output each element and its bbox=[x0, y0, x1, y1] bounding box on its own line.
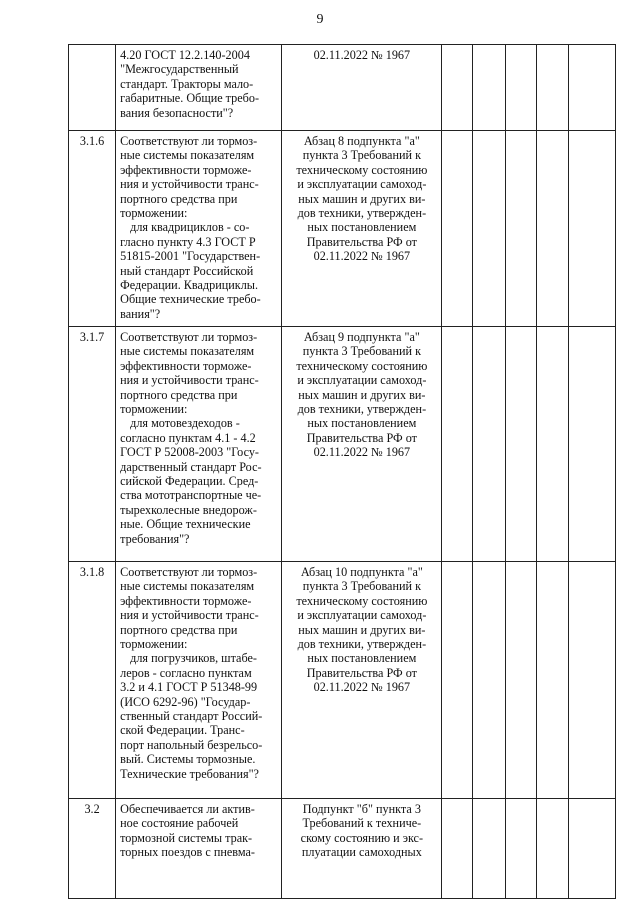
empty-answer-cell bbox=[473, 327, 505, 562]
question-line: требования"? bbox=[120, 531, 190, 546]
reference-line: техническому состоянию bbox=[296, 162, 428, 177]
reference-line: дов техники, утвержден- bbox=[297, 402, 427, 417]
question-line: стандарт. Тракторы мало- bbox=[120, 76, 254, 91]
table-row bbox=[69, 131, 616, 327]
question-line: ственный стандарт Россий- bbox=[120, 709, 263, 724]
empty-answer-cell bbox=[568, 562, 615, 799]
reference-line: Абзац 9 подпункта "а" bbox=[303, 330, 420, 344]
reference-line: дов техники, утвержден- bbox=[297, 637, 427, 652]
reference-line: скому состоянию и экс- bbox=[300, 830, 424, 845]
reference-line: и эксплуатации самоход- bbox=[297, 373, 427, 388]
row-number: 3.1.8 bbox=[69, 562, 116, 799]
table-row bbox=[69, 327, 616, 562]
question-line: порт напольный безрельсо- bbox=[120, 737, 263, 752]
question-line: габаритные. Общие требо- bbox=[120, 91, 260, 106]
question-line: Федерации. Квадрициклы. bbox=[120, 278, 259, 293]
question-line: вания безопасности"? bbox=[120, 105, 234, 120]
question-line: эффективности торможе- bbox=[120, 358, 252, 373]
question-cell bbox=[116, 131, 282, 327]
question-line: эффективности торможе- bbox=[120, 162, 252, 177]
empty-answer-cell bbox=[568, 327, 615, 562]
reference-line: Подпункт "б" пункта 3 bbox=[302, 802, 421, 816]
row-number: 3.2 bbox=[69, 799, 116, 899]
question-line: торных поездов с пневма- bbox=[120, 845, 255, 860]
question-cell bbox=[116, 799, 282, 899]
question-line: ные системы показателям bbox=[120, 579, 255, 594]
empty-answer-cell bbox=[568, 131, 615, 327]
empty-answer-cell bbox=[473, 131, 505, 327]
empty-answer-cell bbox=[568, 45, 615, 131]
table-row bbox=[69, 45, 616, 131]
empty-answer-cell bbox=[442, 562, 473, 799]
reference-line: 02.11.2022 № 1967 bbox=[313, 48, 411, 62]
reference-line: техническому состоянию bbox=[296, 358, 428, 373]
reference-line: 02.11.2022 № 1967 bbox=[313, 249, 411, 264]
question-line: сийской Федерации. Сред- bbox=[120, 474, 259, 489]
reference-line: Правительства РФ от bbox=[306, 665, 417, 680]
reference-line: пункта 3 Требований к bbox=[302, 579, 421, 594]
question-cell bbox=[116, 327, 282, 562]
question-line: дарственный стандарт Рос- bbox=[120, 459, 262, 474]
question-line: эффективности торможе- bbox=[120, 593, 252, 608]
question-line: торможении: bbox=[120, 637, 188, 652]
empty-answer-cell bbox=[505, 799, 536, 899]
empty-answer-cell bbox=[442, 131, 473, 327]
question-line: Общие технические требо- bbox=[120, 292, 261, 307]
reference-line: плуатации самоходных bbox=[301, 845, 422, 860]
empty-answer-cell bbox=[537, 327, 568, 562]
reference-line: Абзац 10 подпункта "а" bbox=[300, 565, 423, 579]
empty-answer-cell bbox=[568, 799, 615, 899]
question-line: портного средства при bbox=[120, 387, 238, 402]
question-line: ской Федерации. Транс- bbox=[120, 723, 245, 738]
question-line: Обеспечивается ли актив- bbox=[120, 802, 255, 816]
table-row bbox=[69, 799, 616, 899]
reference-line: 02.11.2022 № 1967 bbox=[313, 680, 411, 695]
reference-line: ных постановлением bbox=[307, 220, 417, 235]
reference-line: 02.11.2022 № 1967 bbox=[313, 445, 411, 460]
empty-answer-cell bbox=[537, 562, 568, 799]
empty-answer-cell bbox=[505, 327, 536, 562]
reference-line: техническому состоянию bbox=[296, 593, 428, 608]
reference-cell bbox=[281, 131, 441, 327]
question-line: леров - согласно пунктам bbox=[120, 665, 252, 680]
row-number: 3.1.6 bbox=[69, 131, 116, 327]
reference-line: Правительства РФ от bbox=[306, 430, 417, 445]
table-row bbox=[69, 562, 616, 799]
question-line: (ИСО 6292-96) "Государ- bbox=[120, 694, 251, 709]
empty-answer-cell bbox=[442, 45, 473, 131]
question-line: 3.2 и 4.1 ГОСТ Р 51348-99 bbox=[120, 680, 258, 695]
reference-line: Абзац 8 подпункта "а" bbox=[303, 134, 420, 148]
question-line: ные. Общие технические bbox=[120, 517, 251, 532]
empty-answer-cell bbox=[537, 45, 568, 131]
reference-line: ных постановлением bbox=[307, 416, 417, 431]
question-line: ния и устойчивости транс- bbox=[120, 373, 259, 388]
empty-answer-cell bbox=[473, 562, 505, 799]
empty-answer-cell bbox=[473, 799, 505, 899]
reference-line: ных постановлением bbox=[307, 651, 417, 666]
empty-answer-cell bbox=[505, 562, 536, 799]
reference-line: Требований к техниче- bbox=[302, 816, 422, 831]
question-line: Соответствуют ли тормоз- bbox=[120, 565, 258, 579]
question-line: ные системы показателям bbox=[120, 344, 255, 359]
reference-line: пункта 3 Требований к bbox=[302, 148, 421, 163]
reference-line: и эксплуатации самоход- bbox=[297, 177, 427, 192]
question-line: вания"? bbox=[120, 306, 161, 321]
question-line: портного средства при bbox=[120, 191, 238, 206]
question-line: вый. Системы тормозные. bbox=[120, 752, 256, 767]
question-line: торможении: bbox=[120, 402, 188, 417]
reference-cell bbox=[281, 562, 441, 799]
reference-cell bbox=[281, 327, 441, 562]
question-line: "Межгосударственный bbox=[120, 62, 239, 77]
reference-line: ных машин и других ви- bbox=[298, 622, 426, 637]
question-line: торможении: bbox=[120, 206, 188, 221]
question-line: гласно пункту 4.3 ГОСТ Р bbox=[120, 234, 256, 249]
row-number bbox=[69, 45, 116, 131]
reference-line: дов техники, утвержден- bbox=[297, 206, 427, 221]
reference-line: Правительства РФ от bbox=[306, 234, 417, 249]
question-line: ный стандарт Российской bbox=[120, 263, 254, 278]
empty-answer-cell bbox=[537, 131, 568, 327]
question-line: Соответствуют ли тормоз- bbox=[120, 330, 258, 344]
row-number: 3.1.7 bbox=[69, 327, 116, 562]
question-line: тырехколесные внедорож- bbox=[120, 502, 257, 517]
page-number: 9 bbox=[316, 12, 324, 27]
question-line: ГОСТ Р 52008-2003 "Госу- bbox=[120, 445, 259, 460]
question-line: для квадрициклов - со- bbox=[130, 220, 250, 235]
reference-cell bbox=[281, 45, 441, 131]
question-line: 51815-2001 "Государствен- bbox=[120, 249, 261, 264]
reference-line: пункта 3 Требований к bbox=[302, 344, 421, 359]
reference-line: ных машин и других ви- bbox=[298, 191, 426, 206]
empty-answer-cell bbox=[442, 327, 473, 562]
question-line: тормозной системы трак- bbox=[120, 830, 253, 845]
empty-answer-cell bbox=[505, 45, 536, 131]
checklist-table bbox=[68, 44, 616, 899]
empty-answer-cell bbox=[442, 799, 473, 899]
question-line: 4.20 ГОСТ 12.2.140-2004 bbox=[120, 48, 250, 62]
question-line: Технические требования"? bbox=[120, 766, 259, 781]
question-line: ное состояние рабочей bbox=[120, 816, 239, 831]
reference-line: ных машин и других ви- bbox=[298, 387, 426, 402]
empty-answer-cell bbox=[505, 131, 536, 327]
empty-answer-cell bbox=[473, 45, 505, 131]
question-line: ния и устойчивости транс- bbox=[120, 177, 259, 192]
question-line: ные системы показателям bbox=[120, 148, 255, 163]
question-line: Соответствуют ли тормоз- bbox=[120, 134, 258, 148]
reference-line: и эксплуатации самоход- bbox=[297, 608, 427, 623]
question-line: портного средства при bbox=[120, 622, 238, 637]
question-cell bbox=[116, 45, 282, 131]
question-cell bbox=[116, 562, 282, 799]
question-line: ния и устойчивости транс- bbox=[120, 608, 259, 623]
empty-answer-cell bbox=[537, 799, 568, 899]
reference-cell bbox=[281, 799, 441, 899]
question-line: для мотовездеходов - bbox=[130, 416, 240, 431]
question-line: ства мототранспортные че- bbox=[120, 488, 262, 503]
question-line: согласно пунктам 4.1 - 4.2 bbox=[120, 430, 256, 445]
question-line: для погрузчиков, штабе- bbox=[130, 651, 257, 666]
